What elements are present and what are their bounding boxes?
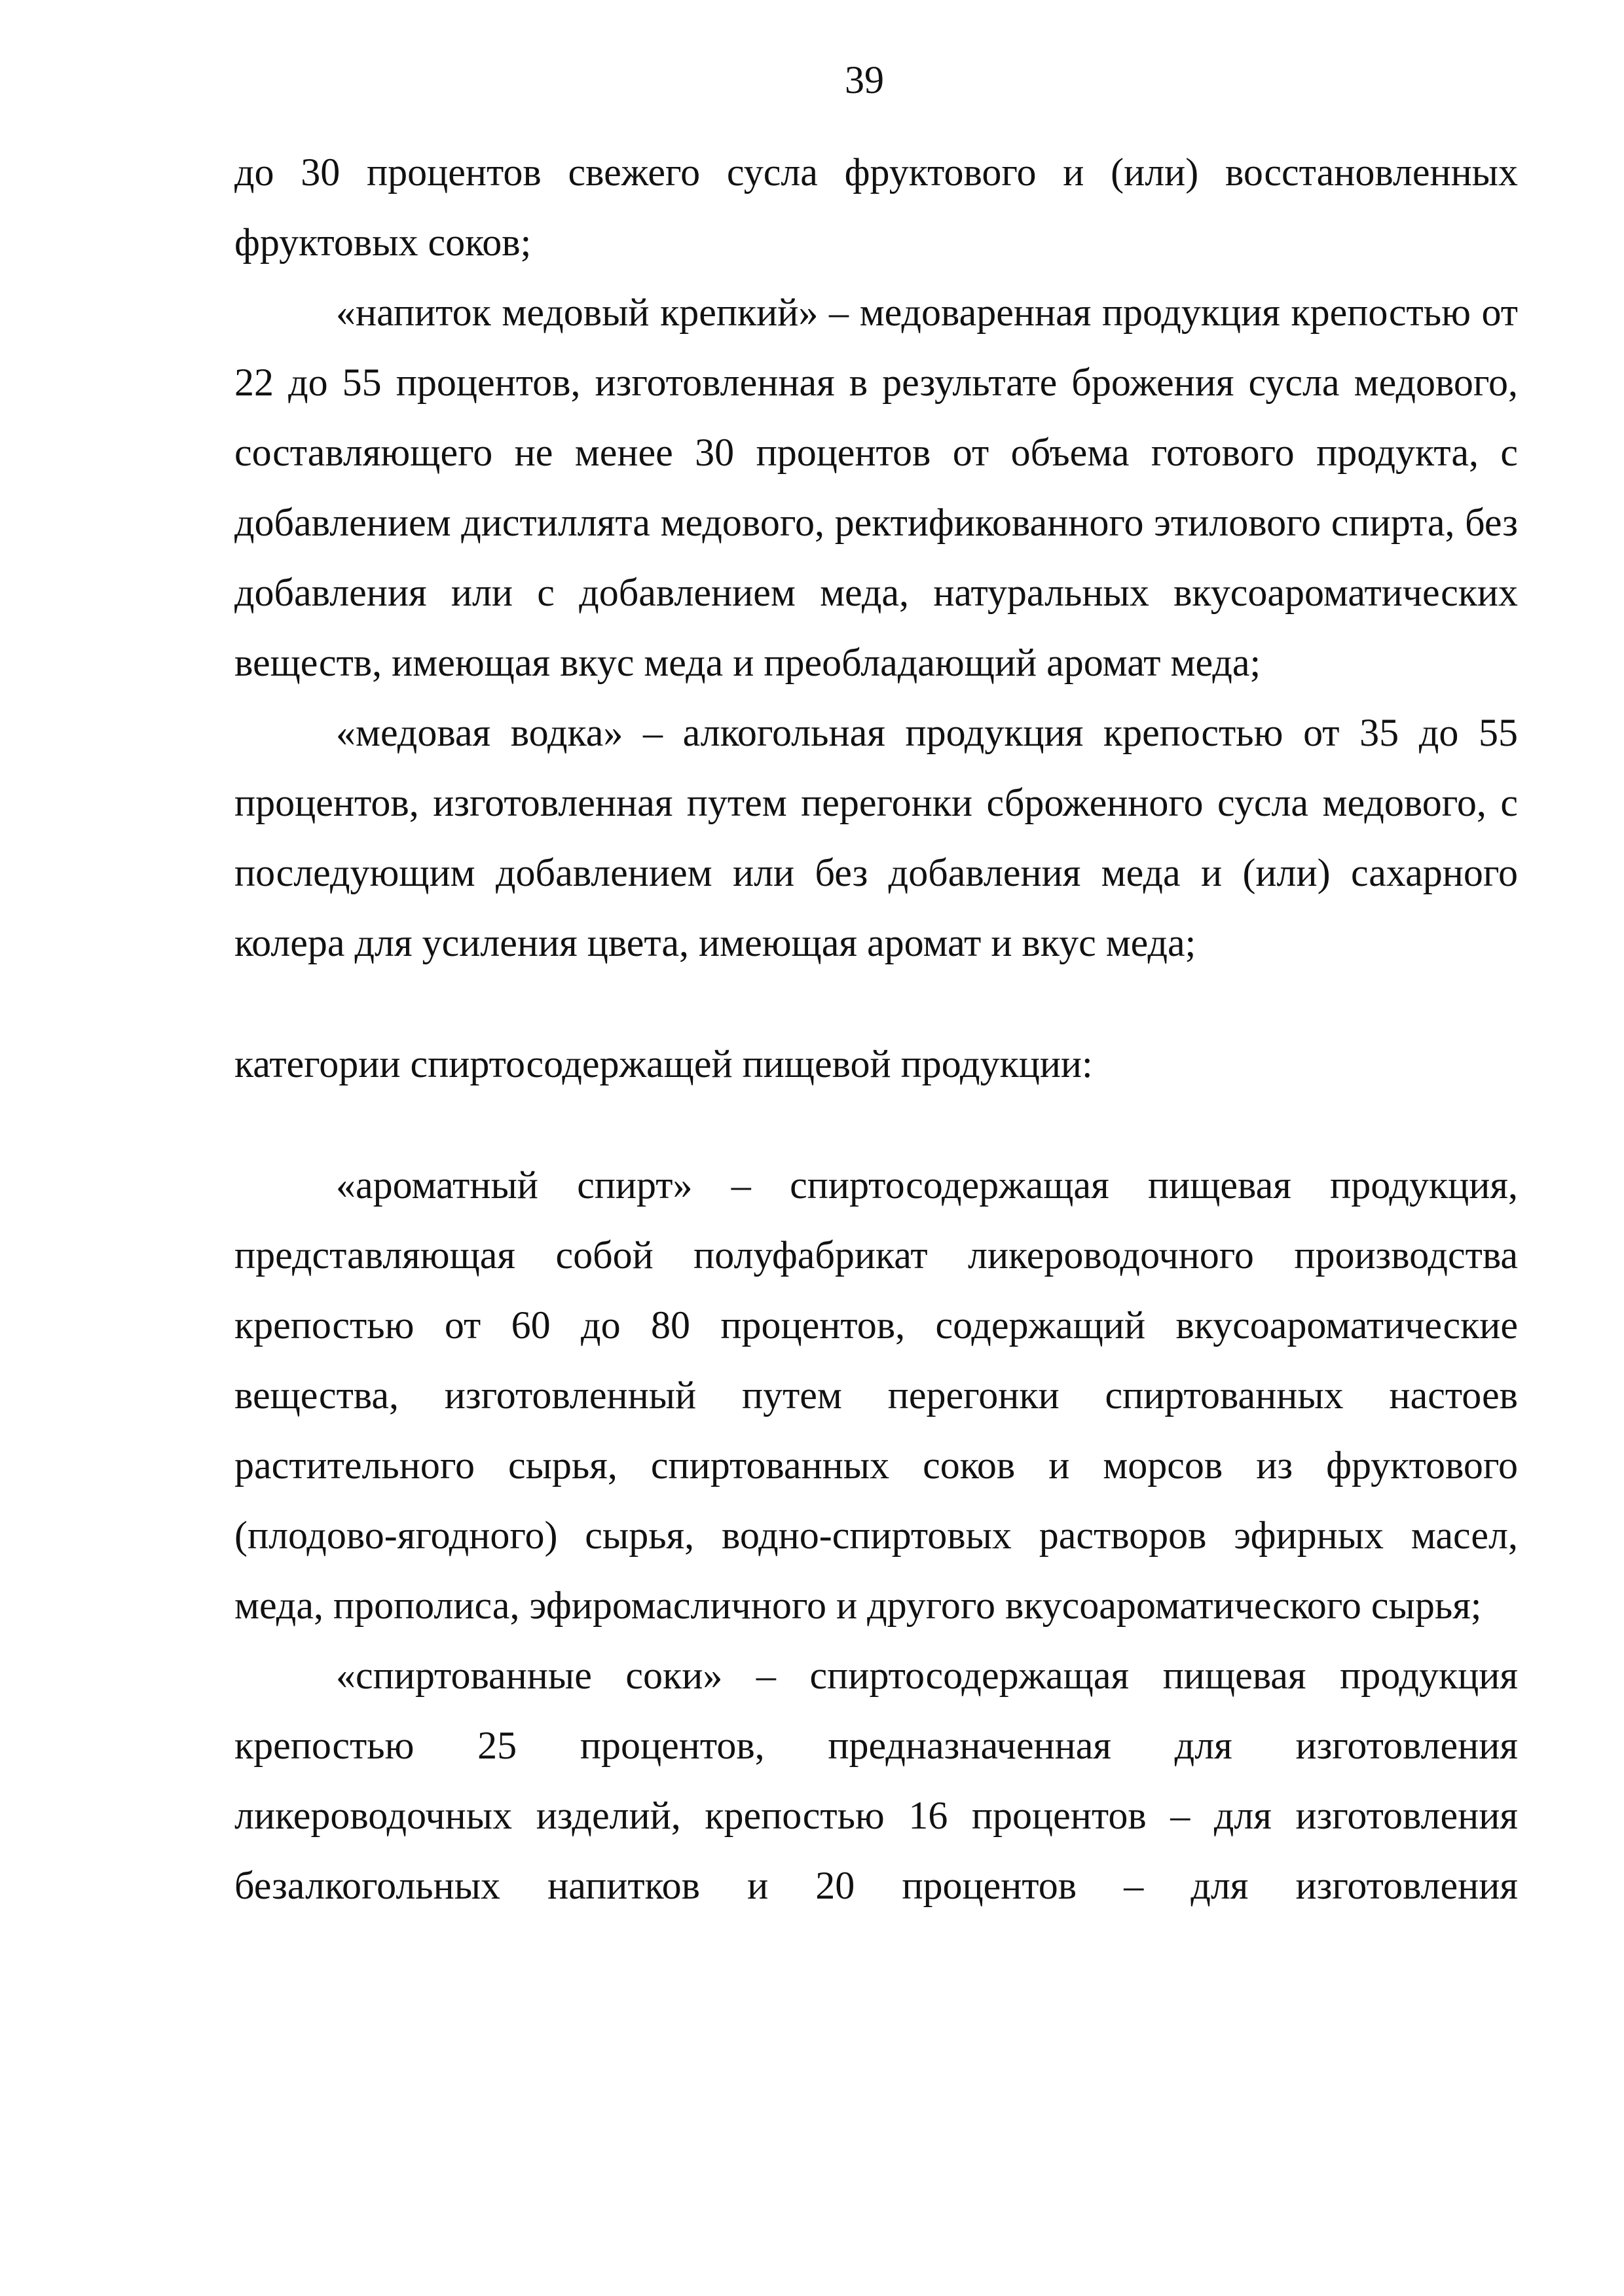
section-heading-spirit-products: категории спиртосодержащей пищевой продукции: xyxy=(234,1042,1093,1085)
page-number: 39 xyxy=(845,58,884,101)
paragraph-strong-honey-drink: «напиток медовый крепкий» – медоваренная продукция крепостью от 22 до 55 процентов, изготовленная в результате брожения сусла медового, составляющего не менее 30 процентов от объема готового продукта, с добавлением дистиллята медового, ректификованного этилового спирта, без добавления или с добавлением меда, натуральных вкусоароматических веществ, имеющая вкус меда и преобладающий аромат меда; xyxy=(234,291,1518,684)
paragraph-continuation: до 30 процентов свежего сусла фруктового и (или) восстановленных фруктовых соков; xyxy=(234,151,1518,264)
document-body xyxy=(234,137,1518,1921)
paragraph-spirited-juices: «спиртованные соки» – спиртосодержащая пищевая продукция крепостью 25 процентов, предназначенная для изготовления ликероводочных изделий, крепостью 16 процентов – для изготовления безалкогольных напитков и 20 процентов – для изготовления xyxy=(234,1654,1518,1907)
paragraph-aromatic-spirit: «ароматный спирт» – спиртосодержащая пищевая продукция, представляющая собой полуфабрикат ликероводочного производства крепостью от 60 до 80 процентов, содержащий вкусоароматические вещества, изготовленный путем перегонки спиртованных настоев растительного сырья, спиртованных соков и морсов из фруктового (плодово-ягодного) сырья, водно-спиртовых растворов эфирных масел, меда, прополиса, эфиромасличного и другого вкусоароматического сырья; xyxy=(234,1163,1518,1627)
paragraph-honey-vodka: «медовая водка» – алкогольная продукция крепостью от 35 до 55 процентов, изготовленная путем перегонки сброженного сусла медового, с последующим добавлением или без добавления меда и (или) сахарного колера для усиления цвета, имеющая аромат и вкус меда; xyxy=(234,711,1518,964)
